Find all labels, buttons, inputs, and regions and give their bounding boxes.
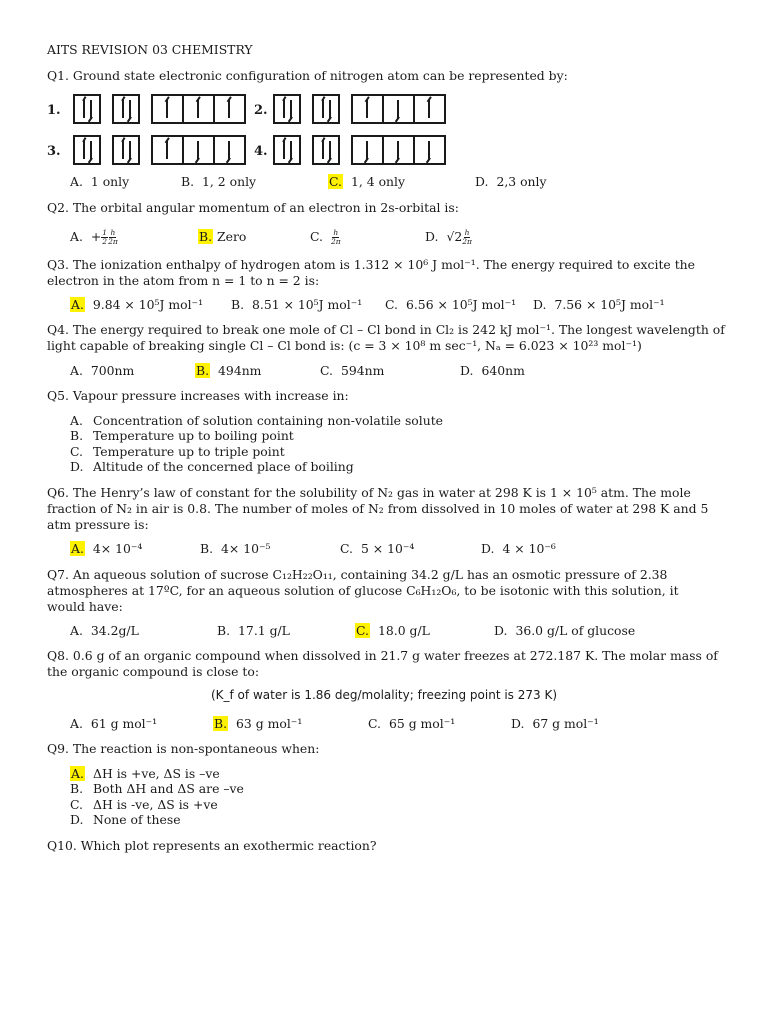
q6-line-1: Q6. The Henry’s law of constant for the solubility of N₂ gas in water at 298 K is 1 × 10⁵ atm. The mole xyxy=(47,485,691,500)
q9-option-b[interactable]: B. Both ΔH and ΔS are –ve xyxy=(70,781,244,797)
q7-line-2: atmospheres at 17ºC, for an aqueous solution of glucose C₆H₁₂O₆, to be isotonic with this solution, it xyxy=(47,583,679,598)
p-orbital-group xyxy=(351,94,446,124)
q8-option-c[interactable]: C. 65 g mol⁻¹ xyxy=(368,716,456,731)
q3-line-2: electron in the atom from n = 1 to n = 2 is: xyxy=(47,273,320,288)
q7-options xyxy=(70,622,728,640)
q1-diagram-1-label: 1. xyxy=(47,103,61,118)
spin-up-arrow-icon xyxy=(283,141,285,159)
q1-option-b[interactable]: B. 1, 2 only xyxy=(181,174,257,189)
q8-option-a[interactable]: A. 61 g mol⁻¹ xyxy=(70,716,158,731)
p-orbital-box xyxy=(384,96,413,122)
q5-option-d[interactable]: D. Altitude of the concerned place of boiling xyxy=(70,458,354,474)
q6-options xyxy=(70,540,728,558)
q9-option-d[interactable]: D. None of these xyxy=(70,811,181,827)
q3-options xyxy=(70,296,728,314)
q4-line-1: Q4. The energy required to break one mole of Cl – Cl bond in Cl₂ is 242 kJ mol⁻¹. The longest wavelength of xyxy=(47,322,725,337)
q5-option-b[interactable]: B. Temperature up to boiling point xyxy=(70,428,294,444)
spin-up-arrow-icon xyxy=(122,100,124,118)
spin-down-arrow-icon xyxy=(290,141,292,159)
p-orbital-box xyxy=(153,96,182,122)
p-orbital-box xyxy=(415,137,444,163)
p-orbital-box xyxy=(215,137,244,163)
s-orbital-box xyxy=(312,94,340,124)
q8-option-d[interactable]: D. 67 g mol⁻¹ xyxy=(511,716,599,731)
spin-up-arrow-icon xyxy=(428,100,430,118)
spin-down-arrow-icon xyxy=(329,141,331,159)
spin-up-arrow-icon xyxy=(197,100,199,118)
p-orbital-box xyxy=(215,96,244,122)
q4-option-b[interactable]: B. 494nm xyxy=(196,363,262,378)
q7-option-c[interactable]: C. 18.0 g/L xyxy=(356,623,430,638)
q8-line-2: the organic compound is close to: xyxy=(47,664,259,679)
q6-option-a[interactable]: A. 4× 10⁻⁴ xyxy=(71,541,143,556)
q2-option-d[interactable]: D. √2 $\frac{h}{2\pi}$ xyxy=(425,228,472,246)
spin-up-arrow-icon xyxy=(366,100,368,118)
q7-line-3: would have: xyxy=(47,599,123,614)
q5-text: Q5. Vapour pressure increases with increase in: xyxy=(47,388,349,403)
q4-options xyxy=(70,362,728,380)
spin-down-arrow-icon xyxy=(397,141,399,159)
q6-line-3: atm pressure is: xyxy=(47,517,149,532)
q1-text: Q1. Ground state electronic configuration of nitrogen atom can be represented by: xyxy=(47,68,568,83)
q7-line-1: Q7. An aqueous solution of sucrose C₁₂H₂₂O₁₁, containing 34.2 g/L has an osmotic pressure of 2.38 xyxy=(47,567,668,582)
spin-up-arrow-icon xyxy=(322,100,324,118)
s-orbital-box xyxy=(273,135,301,165)
spin-up-arrow-icon xyxy=(166,141,168,159)
q1-diagram-4-label: 4. xyxy=(254,144,268,159)
p-orbital-group xyxy=(151,135,246,165)
q9-option-c[interactable]: C. ΔH is -ve, ΔS is +ve xyxy=(70,796,218,812)
q1-orbital-row-1 xyxy=(47,94,447,128)
s-orbital-box xyxy=(312,135,340,165)
q8-note: (K_f of water is 1.86 deg/molality; freezing point is 273 K) xyxy=(210,688,558,702)
q3-option-b[interactable]: B. 8.51 × 10⁵J mol⁻¹ xyxy=(231,297,363,312)
spin-down-arrow-icon xyxy=(428,141,430,159)
s-orbital-box xyxy=(273,94,301,124)
document-title: AITS REVISION 03 CHEMISTRY xyxy=(47,42,253,57)
p-orbital-box xyxy=(353,96,382,122)
q7-option-b[interactable]: B. 17.1 g/L xyxy=(217,623,290,638)
s-orbital-box xyxy=(73,135,101,165)
spin-up-arrow-icon xyxy=(83,141,85,159)
q1-options xyxy=(70,173,728,191)
q5-option-a[interactable]: A. Concentration of solution containing non-volatile solute xyxy=(70,413,444,428)
q9-options xyxy=(70,766,244,827)
q3-option-a[interactable]: A. 9.84 × 10⁵J mol⁻¹ xyxy=(71,297,204,312)
spin-down-arrow-icon xyxy=(90,141,92,159)
spin-down-arrow-icon xyxy=(129,100,131,118)
q10-text: Q10. Which plot represents an exothermic reaction? xyxy=(47,838,377,853)
p-orbital-group xyxy=(151,94,246,124)
q3-option-d[interactable]: D. 7.56 × 10⁵J mol⁻¹ xyxy=(533,297,665,312)
p-orbital-box xyxy=(415,96,444,122)
q9-text: Q9. The reaction is non-spontaneous when: xyxy=(47,741,320,756)
spin-up-arrow-icon xyxy=(83,100,85,118)
q4-line-2: light capable of breaking single Cl – Cl bond is: (c = 3 × 10⁸ m sec⁻¹, Nₐ = 6.023 × 10²³ mol⁻¹) xyxy=(47,338,642,353)
q6-option-c[interactable]: C. 5 × 10⁻⁴ xyxy=(340,541,415,556)
spin-down-arrow-icon xyxy=(197,141,199,159)
spin-up-arrow-icon xyxy=(166,100,168,118)
spin-down-arrow-icon xyxy=(228,141,230,159)
spin-up-arrow-icon xyxy=(122,141,124,159)
spin-down-arrow-icon xyxy=(290,100,292,118)
spin-down-arrow-icon xyxy=(366,141,368,159)
q6-option-b[interactable]: B. 4× 10⁻⁵ xyxy=(200,541,271,556)
q3-line-1: Q3. The ionization enthalpy of hydrogen atom is 1.312 × 10⁶ J mol⁻¹. The energy required to excite the xyxy=(47,257,695,272)
spin-down-arrow-icon xyxy=(90,100,92,118)
q7-option-d[interactable]: D. 36.0 g/L of glucose xyxy=(494,623,636,638)
q2-option-a[interactable]: A. + $\frac{1}{2}$ $\frac{h}{2\pi}$ xyxy=(70,228,118,246)
s-orbital-box xyxy=(112,135,140,165)
q2-option-b[interactable]: B. Zero xyxy=(199,229,247,244)
q7-option-a[interactable]: A. 34.2g/L xyxy=(70,623,139,638)
spin-down-arrow-icon xyxy=(129,141,131,159)
q5-options xyxy=(70,413,443,474)
p-orbital-box xyxy=(153,137,182,163)
q2-text: Q2. The orbital angular momentum of an electron in 2s-orbital is: xyxy=(47,200,459,215)
q9-option-a[interactable]: A. ΔH is +ve, ΔS is –ve xyxy=(71,766,220,781)
q1-option-c[interactable]: C. 1, 4 only xyxy=(329,174,405,189)
spin-up-arrow-icon xyxy=(228,100,230,118)
s-orbital-box xyxy=(73,94,101,124)
q2-options xyxy=(70,226,728,248)
q1-option-a[interactable]: A. 1 only xyxy=(70,174,130,189)
p-orbital-box xyxy=(184,96,213,122)
q1-diagram-3-label: 3. xyxy=(47,144,61,159)
spin-up-arrow-icon xyxy=(322,141,324,159)
q8-line-1: Q8. 0.6 g of an organic compound when dissolved in 21.7 g water freezes at 272.187 K. The molar mass of xyxy=(47,648,718,663)
q6-line-2: fraction of N₂ in air is 0.8. The number of moles of N₂ from dissolved in 10 moles of water at 298 K and 5 xyxy=(47,501,709,516)
p-orbital-box xyxy=(353,137,382,163)
spin-down-arrow-icon xyxy=(329,100,331,118)
p-orbital-box xyxy=(384,137,413,163)
spin-down-arrow-icon xyxy=(397,100,399,118)
spin-up-arrow-icon xyxy=(283,100,285,118)
q8-option-b[interactable]: B. 63 g mol⁻¹ xyxy=(214,716,303,731)
q2-option-c[interactable]: C. $\frac{h}{2\pi}$ xyxy=(310,228,341,246)
q1-orbital-row-2 xyxy=(47,135,447,169)
q1-option-d[interactable]: D. 2,3 only xyxy=(475,174,547,189)
q3-option-c[interactable]: C. 6.56 × 10⁵J mol⁻¹ xyxy=(385,297,517,312)
q8-options xyxy=(70,715,728,733)
q6-option-d[interactable]: D. 4 × 10⁻⁶ xyxy=(481,541,556,556)
q4-option-d[interactable]: D. 640nm xyxy=(460,363,525,378)
q4-option-a[interactable]: A. 700nm xyxy=(70,363,135,378)
p-orbital-group xyxy=(351,135,446,165)
q5-option-c[interactable]: C. Temperature up to triple point xyxy=(70,443,285,459)
s-orbital-box xyxy=(112,94,140,124)
p-orbital-box xyxy=(184,137,213,163)
q4-option-c[interactable]: C. 594nm xyxy=(320,363,385,378)
q1-diagram-2-label: 2. xyxy=(254,103,268,118)
